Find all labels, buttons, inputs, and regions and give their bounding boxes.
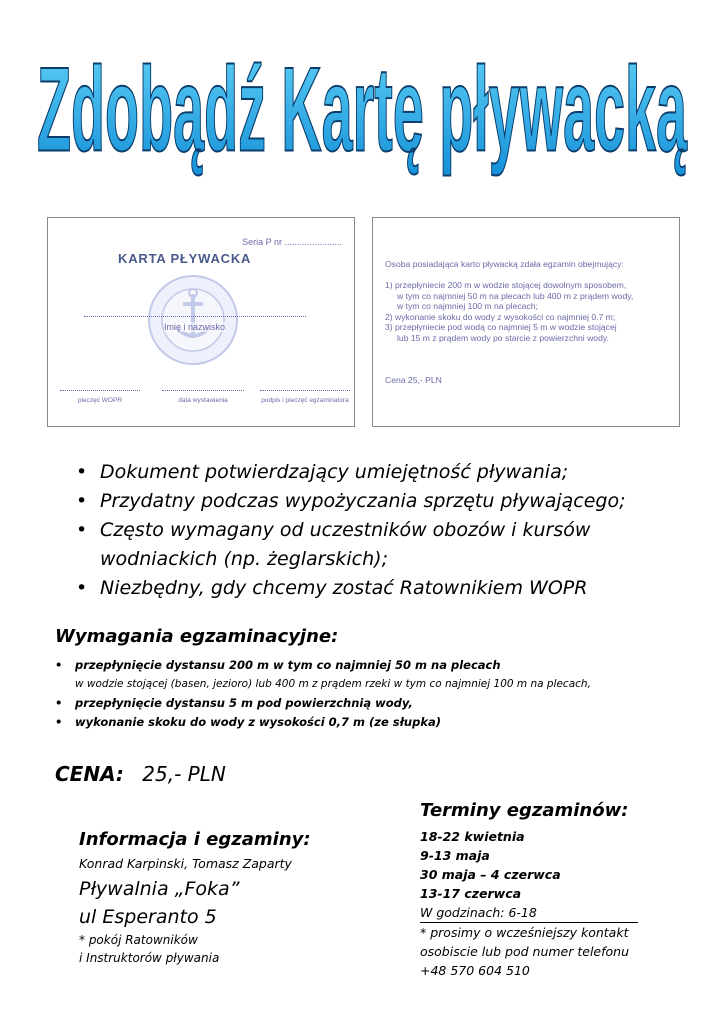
benefit-item: • Dokument potwierdzający umiejętność pływania; (72, 458, 702, 487)
benefit-item (72, 516, 702, 574)
exam-date: 13-17 czerwca (420, 886, 522, 901)
venue-name: Pływalnia „Foka” (79, 878, 240, 900)
card-back-line: 1) przepłyniecie 200 m w wodzie stojącej dowolnym sposobem, (385, 280, 627, 290)
room-note-continued: i Instruktorów pływania (79, 951, 220, 965)
contact-note: * prosimy o wcześniejszy kontakt (420, 925, 629, 940)
price-label: CENA: (55, 762, 124, 786)
requirement-item: • przepłynięcie dystansu 200 m w tym co najmniej 50 m na plecach (55, 656, 715, 675)
exam-dates-block (420, 800, 660, 980)
benefits-list (72, 458, 702, 603)
contact-names: Konrad Karpinski, Tomasz Zaparty (79, 856, 292, 871)
benefit-text-continued: wodniackich (np. żeglarskich); (100, 548, 388, 570)
exam-date: 30 maja – 4 czerwca (420, 867, 561, 882)
card-front (47, 217, 355, 427)
benefit-item: • Niezbędny, gdy chcemy zostać Ratownikiem WOPR (72, 574, 702, 603)
card-heading: KARTA PŁYWACKA (118, 251, 252, 266)
exam-dates-heading: Terminy egzaminów: (420, 800, 629, 821)
venue-street: ul Esperanto 5 (79, 906, 217, 928)
requirements-list (55, 656, 715, 732)
requirement-detail: w wodzie stojącej (basen, jezioro) lub 400 m z prądem rzeki w tym co najmniej 100 m na plecach, (75, 678, 591, 690)
card-back-line: w tym co najmniej 50 m na plecach lub 400 m z prądem wody, (397, 290, 634, 301)
card-back-list (385, 280, 675, 344)
card-back-price: Cena 25,- PLN (385, 375, 442, 385)
benefit-text: Często wymagany od uczestników obozów i kursów (100, 519, 591, 541)
exam-hours: W godzinach: 6-18 (420, 903, 638, 923)
info-heading: Informacja i egzaminy: (79, 829, 311, 850)
stamp-field (60, 390, 140, 404)
date-field (162, 390, 244, 404)
examiner-field (260, 390, 350, 404)
title-text: Zdobądź Kartę pływacką (37, 43, 688, 178)
card-back-line: lub 15 m z prądem wody po starcie z powierzchni wody. (397, 332, 609, 343)
contact-note-continued: osobiscie lub pod numer telefonu (420, 944, 630, 959)
name-label: Imię i nazwisko (164, 322, 226, 332)
examiner-label: podpis i pieczęć egzaminatora (261, 397, 349, 404)
page-title (0, 18, 724, 208)
exam-date: 9-13 maja (420, 848, 490, 863)
serial-number: Seria P nr ....................... (242, 237, 342, 247)
benefit-item: • Przydatny podczas wypożyczania sprzętu pływającego; (72, 487, 702, 516)
card-back (372, 217, 680, 427)
exam-date: 18-22 kwietnia (420, 829, 525, 844)
price (55, 762, 226, 786)
price-value: 25,- PLN (142, 762, 226, 786)
date-label: data wystawienia (178, 397, 228, 404)
info-block (79, 829, 311, 967)
wopr-emblem-icon (147, 274, 239, 366)
card-back-line: w tym co najmniej 100 m na plecach; (397, 301, 538, 312)
card-back-line: 3) przepłyniecie pod wodą co najmniej 5 m w wodzie stojącej (385, 322, 617, 333)
requirements-heading: Wymagania egzaminacyjne: (55, 626, 339, 647)
name-line (84, 316, 306, 317)
room-note: * pokój Ratowników (79, 933, 198, 947)
requirement-item: • wykonanie skoku do wody z wysokości 0,7 m (ze słupka) (55, 713, 715, 732)
phone-number: +48 570 604 510 (420, 963, 530, 978)
card-back-line: 2) wykonanie skoku do wody z wysokości co najmniej 0.7 m; (385, 311, 616, 322)
stamp-label: pieczęć WOPR (77, 397, 123, 404)
card-back-intro: Osoba posiadająca karto pływacką zdała egzamin obejmujący: (385, 259, 624, 269)
requirement-item: • przepłynięcie dystansu 5 m pod powierzchnią wody, (55, 694, 715, 713)
